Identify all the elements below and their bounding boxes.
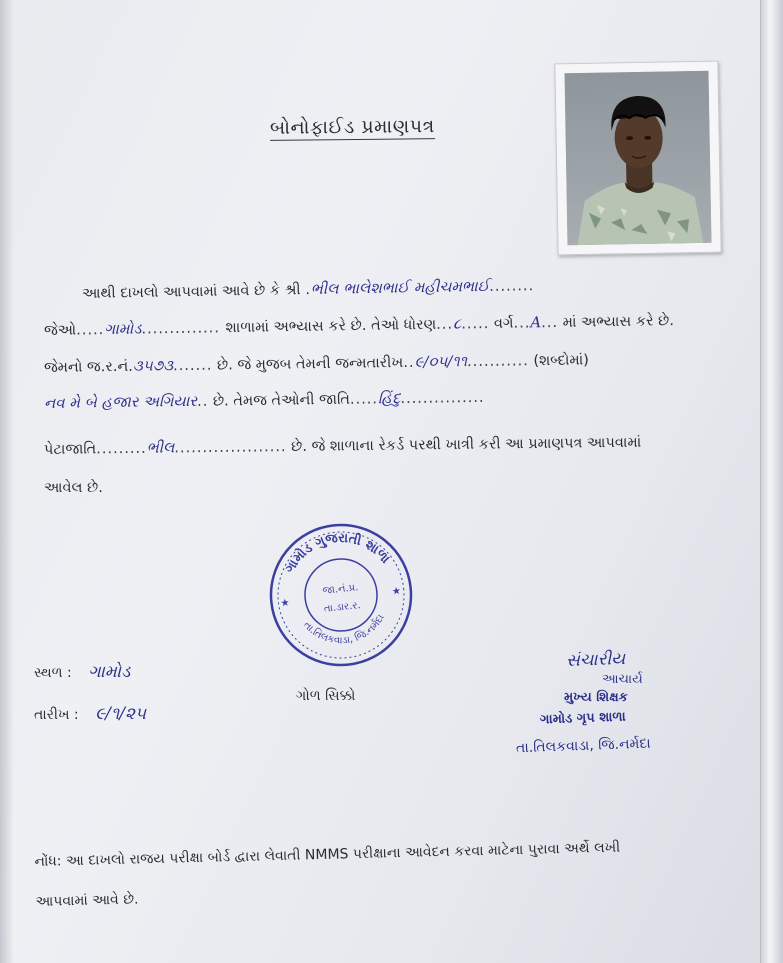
student-portrait-image: [565, 71, 712, 245]
stamp-star-icon: ★: [391, 585, 402, 598]
dotted-fill: ...........: [466, 353, 529, 371]
certificate-title: બોનોફાઈડ પ્રમાણપત્ર: [269, 115, 435, 139]
dotted-fill: .......: [172, 357, 213, 375]
dotted-fill: ........: [489, 278, 535, 295]
school-place-value: ગામોડ: [104, 319, 142, 339]
principal-address: તા.તિલકવાડા, જિ.નર્મદા: [515, 735, 651, 757]
line3-mid: છે. જે મુજબ તેમની જન્મતારીખ: [216, 354, 404, 374]
note-line-1: નોંધ: આ દાખલો રાજય પરીક્ષા બોર્ડ દ્વારા લેવાતી NMMS પરીક્ષાના આવેદન કરવા માટેના પુરાવા અર્થે લખી: [34, 839, 621, 870]
stamp-center-line1: જા.નં.પ્ર.: [322, 582, 359, 597]
student-name-value: ભીલ ભાલેશભાઈ મહીચમભાઈ: [310, 276, 490, 299]
line5-suffix: છે. જે શાળાના રેકર્ડ પરથી ખાત્રી કરી આ પ્રમાણપત્ર આપવામાં: [291, 434, 642, 455]
student-photo: [565, 71, 712, 245]
line2-prefix: જેઓ: [43, 322, 77, 339]
subcaste-value: ભીલ: [146, 438, 175, 457]
dotted-fill: .........: [96, 440, 147, 458]
place-value: ગામોડ: [88, 662, 131, 682]
line2-suffix: માં અભ્યાસ કરે છે.: [562, 313, 675, 331]
standard-value: ૮: [452, 314, 462, 333]
line3-prefix: જેમનો જ.ર.નં.: [43, 358, 133, 376]
line2-mid: શાળામાં અભ્યાસ કરે છે. તેઓ ધોરણ: [225, 316, 437, 337]
seal-label: ગોળ સિક્કો: [296, 688, 356, 704]
place-row: [34, 662, 130, 682]
dotted-fill: ..............: [141, 320, 226, 338]
date-label: તારીખ :: [34, 707, 79, 723]
line5-prefix: પેટાજાતિ: [43, 441, 97, 458]
dotted-fill: ...............: [400, 389, 485, 408]
page-edge: [760, 0, 783, 963]
principal-designation: મુખ્ય શિક્ષક: [564, 690, 628, 705]
principal-signature: [566, 649, 626, 671]
dotted-fill: ...: [513, 315, 531, 332]
certificate-line-5: [44, 433, 641, 458]
certificate-line-4: [44, 388, 485, 412]
dotted-fill: .....: [461, 316, 490, 333]
dotted-fill: ...: [541, 314, 559, 332]
dotted-fill: .....: [76, 322, 105, 339]
dotted-fill: ..: [196, 393, 209, 410]
line1-prefix: આથી દાખલો આપવામાં આવે છે કે શ્રી: [81, 282, 301, 302]
dotted-fill: ....................: [174, 439, 287, 457]
division-value: A: [530, 313, 542, 332]
certificate-line-3: [44, 350, 589, 376]
page-shadow: [0, 0, 14, 963]
certificate-line-1: [82, 276, 534, 302]
birth-date-words-value: નવ મે બે હજાર અગિયાર: [43, 391, 198, 412]
stamp-ring-text: ગામોડ ગુજરાતી શાળા: [282, 530, 393, 576]
note-line-2: આપવામાં આવે છે.: [35, 891, 139, 910]
birth-date-value: ૯/૦૫/૧૧: [414, 352, 468, 371]
dotted-fill: .....: [349, 391, 379, 408]
date-row: [34, 704, 146, 724]
certificate-line-2: [44, 311, 674, 339]
line3-suffix: (શબ્દોમાં): [533, 352, 589, 370]
dotted-fill: .: [305, 282, 311, 299]
certificate-line-6: આવેલ છે.: [44, 480, 103, 496]
student-photo-frame: [554, 61, 721, 256]
register-number-value: ૩૫૭૩: [132, 356, 174, 375]
principal-school: ગામોડ ગૃપ શાળા: [539, 709, 627, 728]
principal-title: આચાર્ય: [602, 672, 643, 687]
date-value: ૯/૧/૨૫: [95, 704, 147, 724]
signature-text: સંચારીય: [565, 648, 626, 672]
line2-mid2: વર્ગ: [493, 315, 514, 332]
line4-mid: છે. તેમજ તેઓની જાતિ: [212, 391, 351, 410]
dotted-fill: ..: [403, 354, 415, 371]
school-seal-stamp: [266, 520, 416, 670]
stamp-star-icon: ★: [280, 597, 291, 610]
place-label: સ્થળ :: [34, 665, 72, 681]
stamp-center-line2: તા.ડાર.ર.: [323, 600, 362, 615]
dotted-fill: ...: [436, 316, 454, 333]
svg-text:ગામોડ ગુજરાતી શાળા: [279, 525, 393, 577]
stamp-bottom-text: તા.તિલકવાડા, જિ.નર્મદા: [301, 612, 387, 647]
caste-value: હિંદુ: [377, 389, 401, 408]
certificate-note: [34, 825, 736, 922]
